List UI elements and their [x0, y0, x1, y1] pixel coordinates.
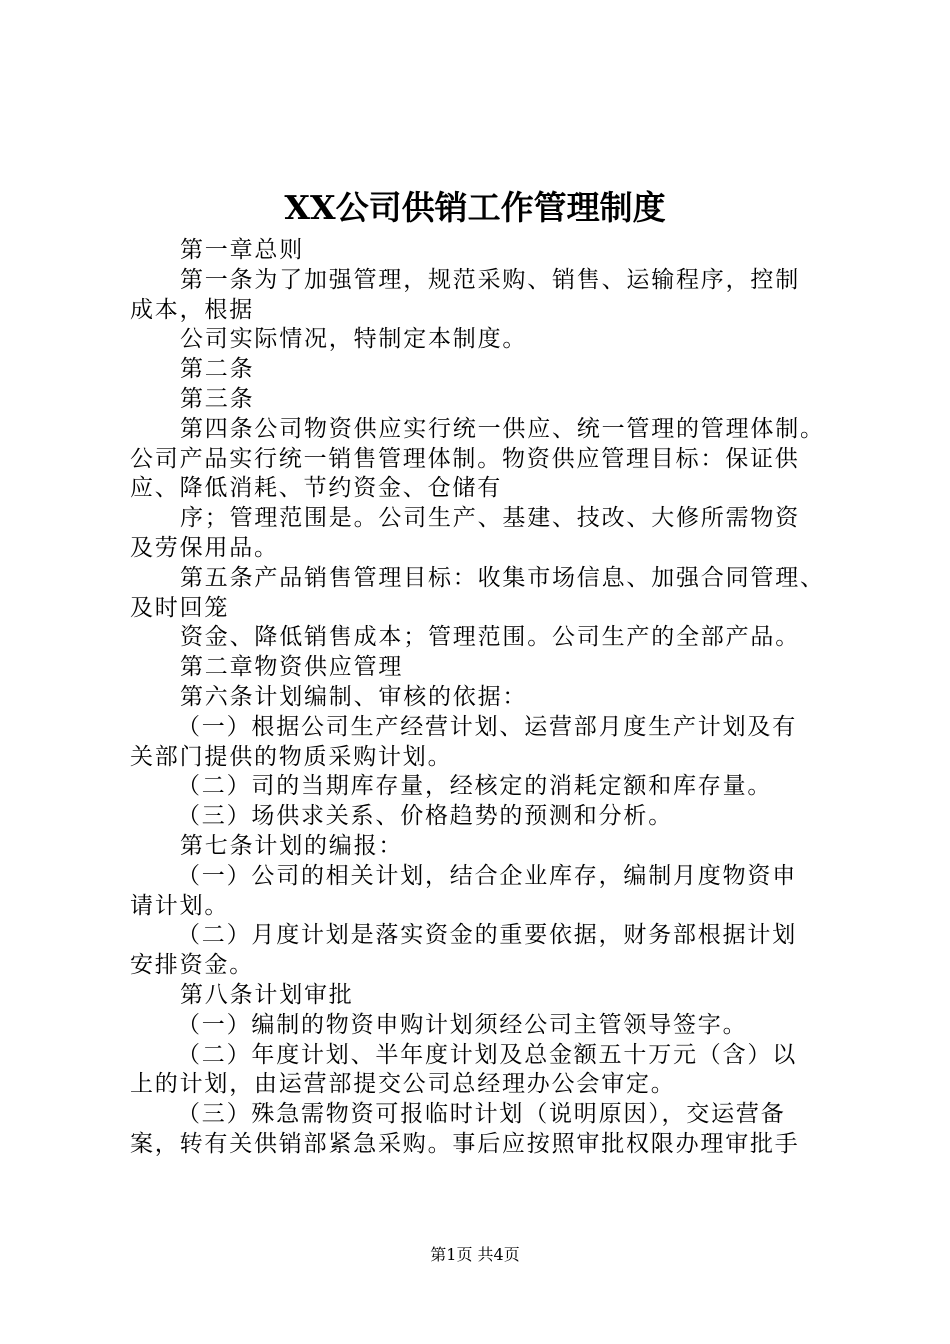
paragraph-line: （二）月度计划是落实资金的重要依据，财务部根据计划: [177, 922, 797, 949]
article-heading: 第六条计划编制、审核的依据：: [180, 683, 528, 710]
paragraph-line: （一）编制的物资申购计划须经公司主管领导签字。: [177, 1011, 748, 1038]
article-heading: 第三条: [180, 385, 255, 412]
paragraph-line: 公司产品实行统一销售管理体制。物资供应管理目标：保证供: [130, 445, 800, 472]
chapter-heading: 第一章总则: [180, 237, 304, 263]
paragraph-line: 应、降低消耗、节约资金、仓储有: [130, 475, 502, 502]
chapter-heading: 第二章物资供应管理: [180, 654, 404, 681]
paragraph-line: （三）场供求关系、价格趋势的预测和分析。: [177, 803, 673, 830]
paragraph-line: 案，转有关供销部紧急采购。事后应按照审批权限办理审批手: [130, 1130, 800, 1157]
paragraph-line: 关部门提供的物质采购计划。: [130, 743, 453, 770]
paragraph-line: 安排资金。: [130, 952, 254, 979]
article-heading: 第七条计划的编报：: [180, 832, 404, 859]
paragraph-line: 上的计划，由运营部提交公司总经理办公会审定。: [130, 1071, 676, 1098]
paragraph-line: 请计划。: [130, 892, 230, 919]
document-title: XX公司供销工作管理制度: [284, 188, 666, 227]
paragraph-line: （一）公司的相关计划，结合企业库存，编制月度物资申: [177, 862, 797, 889]
paragraph-line: 成本，根据: [130, 296, 254, 323]
article-heading: 第八条计划审批: [180, 981, 354, 1008]
paragraph-line: 序；管理范围是。公司生产、基建、技改、大修所需物资: [180, 505, 800, 532]
paragraph-line: （二）年度计划、半年度计划及总金额五十万元（含）以: [177, 1041, 797, 1068]
paragraph-line: 第五条产品销售管理目标：收集市场信息、加强合同管理、: [180, 564, 825, 591]
article-heading: 第二条: [180, 356, 255, 383]
paragraph-line: 公司实际情况，特制定本制度。: [180, 326, 528, 353]
paragraph-line: 资金、降低销售成本；管理范围。公司生产的全部产品。: [180, 624, 800, 651]
document-body: [130, 236, 840, 1160]
paragraph-line: 及时回笼: [130, 594, 230, 621]
paragraph-line: 及劳保用品。: [130, 534, 279, 561]
paragraph-line: （二）司的当期库存量，经核定的消耗定额和库存量。: [177, 773, 773, 800]
paragraph-line: （三）殊急需物资可报临时计划（说明原因），交运营备: [177, 1101, 786, 1128]
paragraph-line: 第四条公司物资供应实行统一供应、统一管理的管理体制。: [180, 415, 825, 442]
page-number-footer: 第1页 共4页: [430, 1245, 520, 1264]
paragraph-line: 第一条为了加强管理，规范采购、销售、运输程序，控制: [180, 266, 800, 293]
paragraph-line: （一）根据公司生产经营计划、运营部月度生产计划及有: [177, 713, 797, 740]
